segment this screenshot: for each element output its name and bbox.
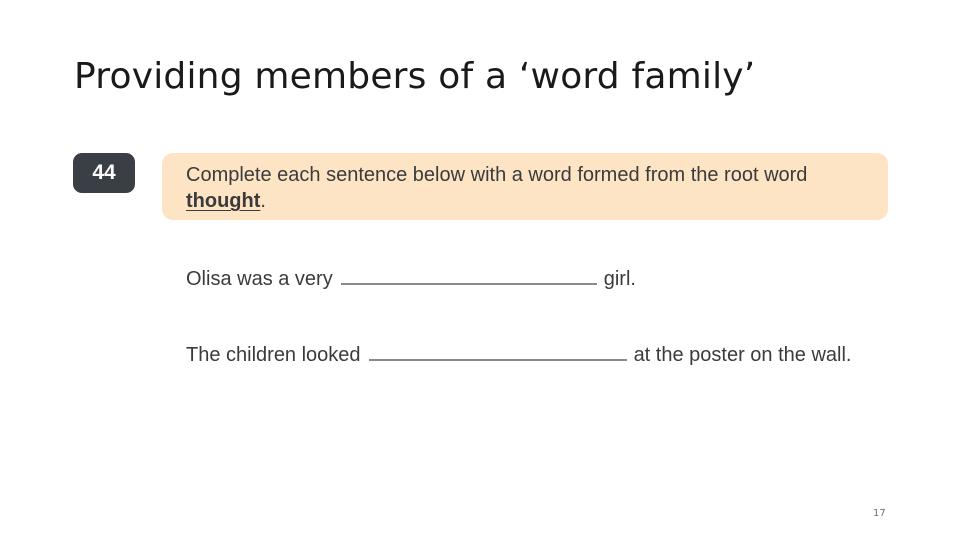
sentence-2-start: The children looked	[186, 344, 361, 366]
sentence-2	[186, 344, 851, 367]
instruction-text: Complete each sentence below with a word formed from the root word	[186, 164, 808, 186]
answer-blank-1[interactable]	[341, 282, 597, 285]
root-word: thought	[186, 190, 261, 212]
instruction-end: .	[260, 190, 266, 212]
question-number-badge: 44	[73, 153, 135, 193]
instruction-box	[162, 153, 888, 220]
sentence-1-start: Olisa was a very	[186, 268, 333, 290]
sentence-2-end: at the poster on the wall.	[633, 344, 852, 366]
sentence-1-end: girl.	[603, 268, 636, 290]
sentence-1	[186, 268, 636, 291]
page-number: 17	[873, 508, 886, 519]
slide-title: Providing members of a ‘word family’	[74, 56, 756, 97]
answer-blank-2[interactable]	[369, 358, 627, 361]
